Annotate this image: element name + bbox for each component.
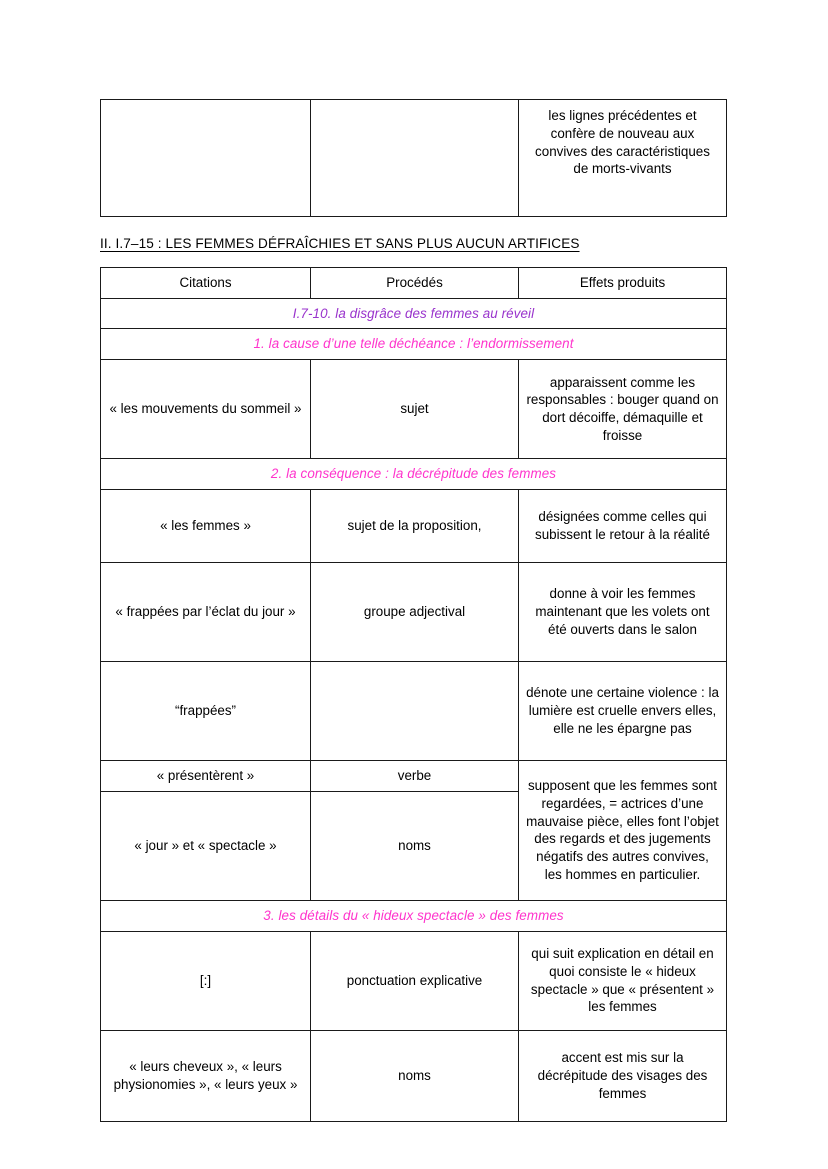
table-row: [101, 661, 727, 760]
effet-cell: désignées comme celles qui subissent le retour à la réalité: [519, 489, 727, 562]
citation-cell: « présentèrent »: [101, 760, 311, 791]
column-header-procedes: Procédés: [311, 267, 519, 298]
continuation-cell-citations: [101, 100, 311, 217]
section-row-disgrace: [101, 298, 727, 329]
citation-cell: « leurs cheveux », « leurs physionomies », « leurs yeux »: [101, 1030, 311, 1121]
procede-cell: [311, 661, 519, 760]
table-header-row: [101, 267, 727, 298]
effet-cell: accent est mis sur la décrépitude des visages des femmes: [519, 1030, 727, 1121]
procede-cell: ponctuation explicative: [311, 931, 519, 1030]
table-row: [101, 100, 727, 217]
table-row: [101, 562, 727, 661]
section-label-cause: 1. la cause d’une telle déchéance : l’endormissement: [101, 329, 727, 360]
procede-cell: noms: [311, 1030, 519, 1121]
effet-cell: dénote une certaine violence : la lumière est cruelle envers elles, elle ne les épargne pas: [519, 661, 727, 760]
citation-cell: [:]: [101, 931, 311, 1030]
section-label-consequence: 2. la conséquence : la décrépitude des femmes: [101, 459, 727, 490]
continuation-cell-procedes: [311, 100, 519, 217]
procede-cell: verbe: [311, 760, 519, 791]
procede-cell: sujet de la proposition,: [311, 489, 519, 562]
table-row: [101, 931, 727, 1030]
procede-cell: noms: [311, 791, 519, 900]
table-row: [101, 760, 727, 791]
table-row: [101, 360, 727, 459]
citation-cell: « les femmes »: [101, 489, 311, 562]
procede-cell: groupe adjectival: [311, 562, 519, 661]
citation-cell: “frappées”: [101, 661, 311, 760]
effet-cell: donne à voir les femmes maintenant que les volets ont été ouverts dans le salon: [519, 562, 727, 661]
citation-cell: « frappées par l’éclat du jour »: [101, 562, 311, 661]
effet-cell-merged: supposent que les femmes sont regardées, = actrices d’une mauvaise pièce, elles font l’objet des regards et des jugements négatifs des autres convives, les hommes en particulier.: [519, 760, 727, 900]
section-label-disgrace: I.7-10. la disgrâce des femmes au réveil: [101, 298, 727, 329]
section-row-consequence: [101, 459, 727, 490]
citation-cell: « les mouvements du sommeil »: [101, 360, 311, 459]
section-row-details: [101, 900, 727, 931]
citation-cell: « jour » et « spectacle »: [101, 791, 311, 900]
effet-cell: apparaissent comme les responsables : bouger quand on dort décoiffe, démaquille et froisse: [519, 360, 727, 459]
section-heading: II. I.7–15 : LES FEMMES DÉFRAÎCHIES ET SANS PLUS AUCUN ARTIFICES: [100, 236, 580, 251]
column-header-citations: Citations: [101, 267, 311, 298]
column-header-effets: Effets produits: [519, 267, 727, 298]
section-row-cause: [101, 329, 727, 360]
procede-cell: sujet: [311, 360, 519, 459]
effet-cell: qui suit explication en détail en quoi consiste le « hideux spectacle » que « présentent » les femmes: [519, 931, 727, 1030]
continuation-table: [100, 99, 727, 217]
continuation-cell-effets: les lignes précédentes et confère de nouveau aux convives des caractéristiques de morts-vivants: [519, 100, 727, 217]
analysis-table: [100, 267, 727, 1122]
table-row: [101, 489, 727, 562]
table-row: [101, 1030, 727, 1121]
document-content: [100, 99, 726, 1122]
section-label-details: 3. les détails du « hideux spectacle » des femmes: [101, 900, 727, 931]
